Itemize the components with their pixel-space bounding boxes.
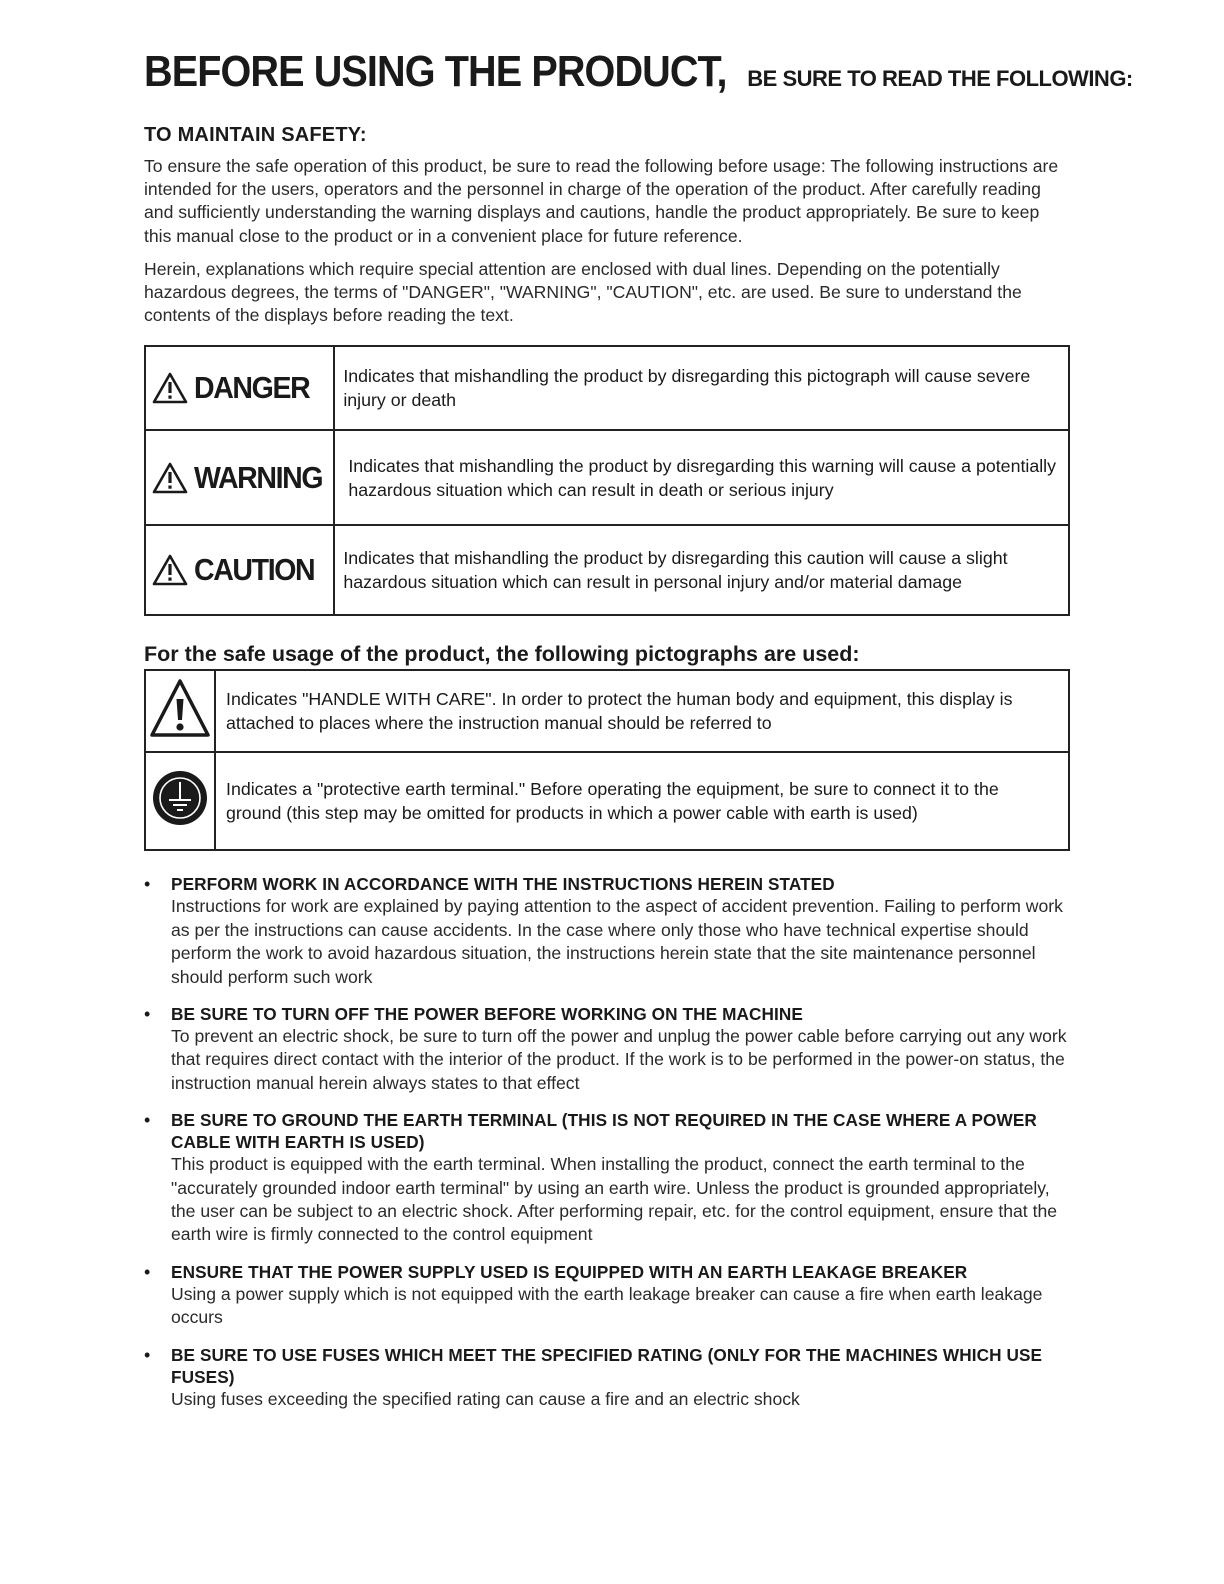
bullet-icon: •: [144, 1110, 151, 1131]
pictograph-cell: [145, 670, 215, 752]
signal-word-danger: DANGER: [194, 370, 310, 406]
list-item: [144, 1109, 1070, 1247]
list-item: [144, 1344, 1070, 1411]
list-item: [144, 1003, 1070, 1095]
title-sub: BE SURE TO READ THE FOLLOWING:: [747, 66, 1133, 91]
signal-word-warning: WARNING: [194, 459, 323, 495]
pictograph-row-handle-with-care: [145, 670, 1069, 752]
pictograph-description: Indicates a "protective earth terminal." Before operating the equipment, be sure to connect it to the ground (this step may be omitted for products in which a power cable with earth is used): [215, 752, 1069, 850]
hazard-description: Indicates that mishandling the product by disregarding this caution will cause a slight hazardous situation which can result in personal injury and/or material damage: [334, 525, 1069, 615]
warning-triangle-icon: [152, 462, 188, 494]
hazard-row-danger: [145, 346, 1069, 430]
bullet-icon: •: [144, 1261, 151, 1282]
rule-body: Using fuses exceeding the specified rating can cause a fire and an electric shock: [171, 1388, 800, 1409]
signal-word-cell: [145, 430, 334, 525]
hazard-row-warning: [145, 430, 1069, 525]
hazard-description: Indicates that mishandling the product by disregarding this warning will cause a potentially hazardous situation which can result in death or serious injury: [334, 430, 1069, 525]
pictograph-row-protective-earth: [145, 752, 1069, 850]
safety-notice-paragraph: Herein, explanations which require special attention are enclosed with dual lines. Depending on the potentially hazardous degrees, the terms of "DANGER", "WARNING", "CAUTION", etc. are used. Be sure to understand the contents of the displays before reading the text.: [144, 258, 1022, 326]
protective-earth-icon: [152, 770, 208, 826]
list-item: [144, 873, 1070, 989]
hazard-description: Indicates that mishandling the product by disregarding this pictograph will cause severe injury or death: [334, 346, 1069, 430]
safety-rules-list: [144, 873, 1070, 1411]
handle-with-care-icon: [149, 677, 211, 739]
pictograph-cell: [145, 752, 215, 850]
pictographs-table: [144, 669, 1070, 851]
rule-heading: ENSURE THAT THE POWER SUPPLY USED IS EQUIPPED WITH AN EARTH LEAKAGE BREAKER: [171, 1261, 968, 1282]
hazard-levels-table: [144, 345, 1070, 616]
bullet-icon: •: [144, 1344, 151, 1365]
list-item: [144, 1261, 1070, 1330]
rule-body: To prevent an electric shock, be sure to turn off the power and unplug the power cable before carrying out any work that requires direct contact with the interior of the product. If the work is to be performed in the power-on status, the instruction manual herein always states to that effect: [171, 1026, 1067, 1093]
warning-triangle-icon: [152, 372, 188, 404]
rule-heading: PERFORM WORK IN ACCORDANCE WITH THE INSTRUCTIONS HEREIN STATED: [171, 874, 835, 895]
bullet-icon: •: [144, 1004, 151, 1025]
page-title: [144, 47, 1133, 96]
pictographs-heading: For the safe usage of the product, the following pictographs are used:: [144, 642, 860, 667]
warning-triangle-icon: [152, 554, 188, 586]
rule-body: Using a power supply which is not equipped with the earth leakage breaker can cause a fire when earth leakage occurs: [171, 1283, 1043, 1328]
signal-word-caution: CAUTION: [194, 552, 315, 588]
manual-page: [144, 47, 1133, 1425]
rule-body: This product is equipped with the earth terminal. When installing the product, connect the earth terminal to the "accurately grounded indoor earth terminal" by using an earth wire. Unless the product is grounded appropriately, the user can be subject to an electric shock. After performing repair, etc. for the control equipment, ensure that the earth wire is firmly connected to the control equipment: [171, 1154, 1058, 1245]
rule-heading: BE SURE TO USE FUSES WHICH MEET THE SPECIFIED RATING (ONLY FOR THE MACHINES WHICH USE FUSES): [171, 1344, 1043, 1387]
safety-heading: TO MAINTAIN SAFETY:: [144, 124, 367, 146]
rule-body: Instructions for work are explained by paying attention to the aspect of accident prevention. Failing to perform work as per the instructions can cause accidents. In the case where only those who have technical expertise should perform the work to avoid hazardous situation, the instructions herein state that the site maintenance personnel should perform such work: [171, 896, 1063, 987]
bullet-icon: •: [144, 874, 151, 895]
signal-word-cell: [145, 525, 334, 615]
safety-intro-paragraph: To ensure the safe operation of this product, be sure to read the following before usage: The following instructions are intended for the users, operators and the personnel in charge of the operation of the product. After carefully reading and sufficiently understanding the warning displays and cautions, handle the product appropriately. Be sure to keep this manual close to the product or in a convenient place for future reference.: [144, 156, 1059, 246]
rule-heading: BE SURE TO TURN OFF THE POWER BEFORE WORKING ON THE MACHINE: [171, 1004, 803, 1025]
pictograph-description: Indicates "HANDLE WITH CARE". In order to protect the human body and equipment, this display is attached to places where the instruction manual should be referred to: [215, 670, 1069, 752]
title-main: BEFORE USING THE PRODUCT,: [144, 47, 727, 96]
hazard-row-caution: [145, 525, 1069, 615]
rule-heading: BE SURE TO GROUND THE EARTH TERMINAL (THIS IS NOT REQUIRED IN THE CASE WHERE A POWER CABLE WITH EARTH IS USED): [171, 1110, 1037, 1153]
signal-word-cell: [145, 346, 334, 430]
